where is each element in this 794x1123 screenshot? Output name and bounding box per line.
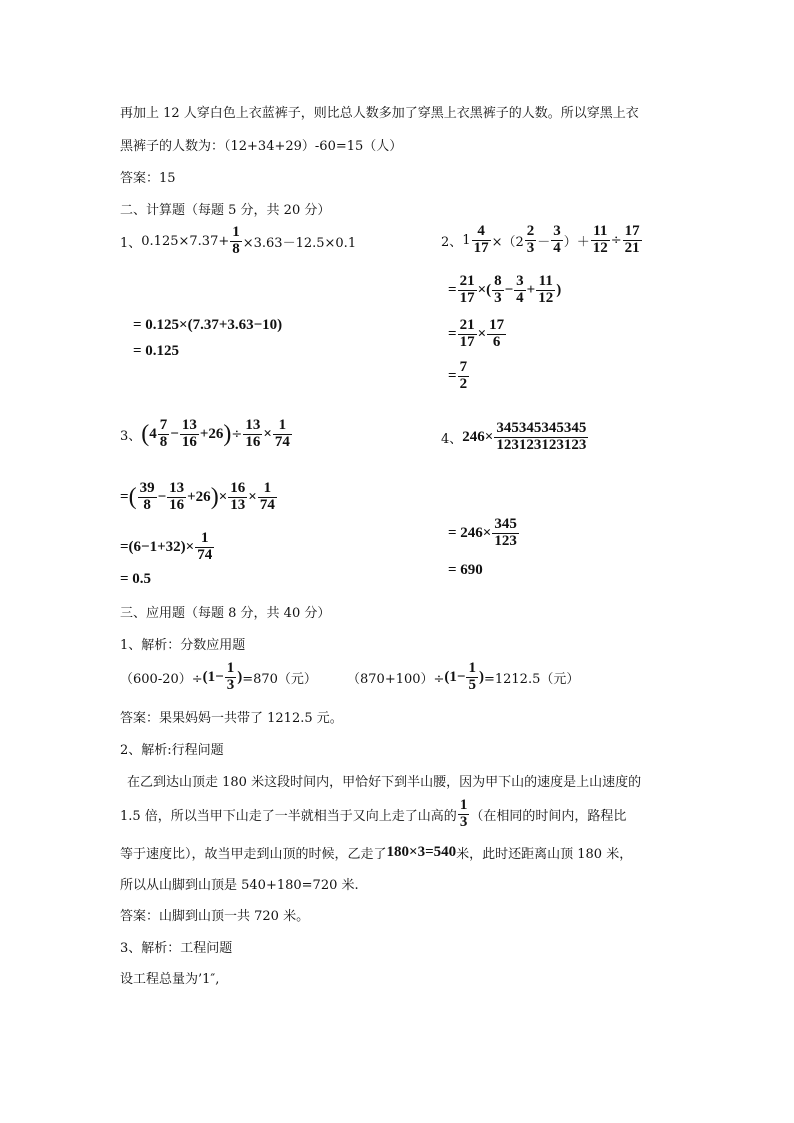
problem-2-fraction-3: $\frac{3}{4}$ — [553, 223, 561, 256]
problem-2-fraction-2: $\frac{2}{3}$ — [526, 223, 535, 256]
problem-1-expr-b: ×3.63－12.5×0.1 — [242, 235, 357, 251]
problem-2 — [441, 224, 643, 257]
problem-3-step-3: = 0.5 — [120, 571, 152, 587]
problem-2-number: 2、 — [441, 234, 463, 250]
q3-label: 3、解析：工程问题 — [120, 941, 233, 956]
section-2-title: 二、计算题（每题 5 分，共 20 分） — [120, 203, 331, 218]
problem-2-times-open: ×（2 — [491, 234, 524, 250]
problem-2-step-1: = $\frac{21}{17}$ ×( $\frac{8}{3}$ − $\frac{3}{4}$ + $\frac{11}{12}$ ) — [448, 273, 562, 306]
problem-1-step-2: = 0.125 — [133, 343, 180, 359]
problem-4-step-1: = 246× $\frac{345}{123}$ — [448, 516, 517, 549]
q1-label: 1、解析：分数应用题 — [120, 638, 246, 653]
problem-2-fraction-5: $\frac{17}{21}$ — [624, 223, 640, 256]
problem-2-fraction-1: $\frac{4}{17}$ — [473, 223, 489, 256]
q2-answer: 答案：山脚到山顶一共 720 米。 — [120, 909, 310, 924]
q2-line-3: 等于速度比），故当甲走到山顶的时候，乙走了 180×3=540 米，此时还距离山顶 180 米， — [120, 844, 633, 862]
intro-line-1: 再加上 12 人穿白色上衣蓝裤子，则比总人数多加了穿黑上衣黑裤子的人数。所以穿黑上衣 — [120, 106, 639, 121]
q2-line-1: 在乙到达山顶走 180 米这段时间内，甲恰好下到半山腰，因为甲下山的速度是上山速度的 — [127, 775, 642, 790]
problem-3-step-1: = ( $\frac{39}{8}$ − $\frac{13}{16}$ +26 ) × $\frac{16}{13}$ × $\frac{1}{74}$ — [120, 480, 275, 513]
problem-1-expr-a: 0.125×7.37+ — [141, 233, 230, 249]
problem-4-number: 4、 — [441, 431, 463, 447]
problem-2-divide: ÷ — [610, 232, 622, 248]
problem-1-step-1: = 0.125×(7.37+3.63−10) — [133, 317, 283, 333]
problem-2-minus: － — [537, 234, 551, 250]
intro-answer: 答案：15 — [120, 171, 176, 186]
problem-1-number: 1、 — [120, 235, 142, 251]
q2-line-2: 1.5 倍，所以当甲下山走了一半就相当于又向上走了山高的 $\frac{1}{3}$ （在相同的时间内，路程比 — [120, 797, 627, 830]
q3-line-1: 设工程总量为’1″, — [120, 972, 220, 987]
problem-1 — [120, 225, 356, 258]
problem-3: 3、 ( 4 $\frac{7}{8}$ − $\frac{13}{16}$ +26 ) ÷ $\frac{13}{16}$ × $\frac{1}{74}$ — [120, 417, 290, 450]
problem-4: 4、 246× $\frac{345345345345}{123123123123}$ — [441, 420, 587, 453]
section-3-title: 三、应用题（每题 8 分，共 40 分） — [120, 606, 331, 621]
q1-expression-2: （870+100）÷ (1− $\frac{1}{5}$ ) =1212.5（元） — [347, 660, 580, 693]
q1-expression-1: （600-20）÷ (1− $\frac{1}{3}$ ) =870（元） — [120, 660, 317, 693]
q2-label: 2、解析:行程问题 — [120, 743, 224, 758]
problem-3-step-2: =(6−1+32)× $\frac{1}{74}$ — [120, 530, 213, 563]
intro-line-2: 黑裤子的人数为：（12+34+29）-60=15（人） — [120, 139, 403, 154]
problem-1-fraction: $\frac{1}{8}$ — [232, 224, 240, 257]
problem-2-step-3: = $\frac{7}{2}$ — [448, 359, 468, 392]
problem-3-number: 3、 — [120, 428, 142, 444]
problem-4-step-2: = 690 — [448, 562, 483, 578]
q1-answer: 答案：果果妈妈一共带了 1212.5 元。 — [120, 711, 343, 726]
problem-2-whole: 1 — [462, 232, 471, 248]
problem-2-close-plus: ）＋ — [563, 234, 590, 250]
problem-2-fraction-4: $\frac{11}{12}$ — [592, 223, 608, 256]
problem-2-step-2: = $\frac{21}{17}$ × $\frac{17}{6}$ — [448, 317, 505, 350]
q2-line-4: 所以从山脚到山顶是 540+180=720 米. — [120, 878, 359, 893]
